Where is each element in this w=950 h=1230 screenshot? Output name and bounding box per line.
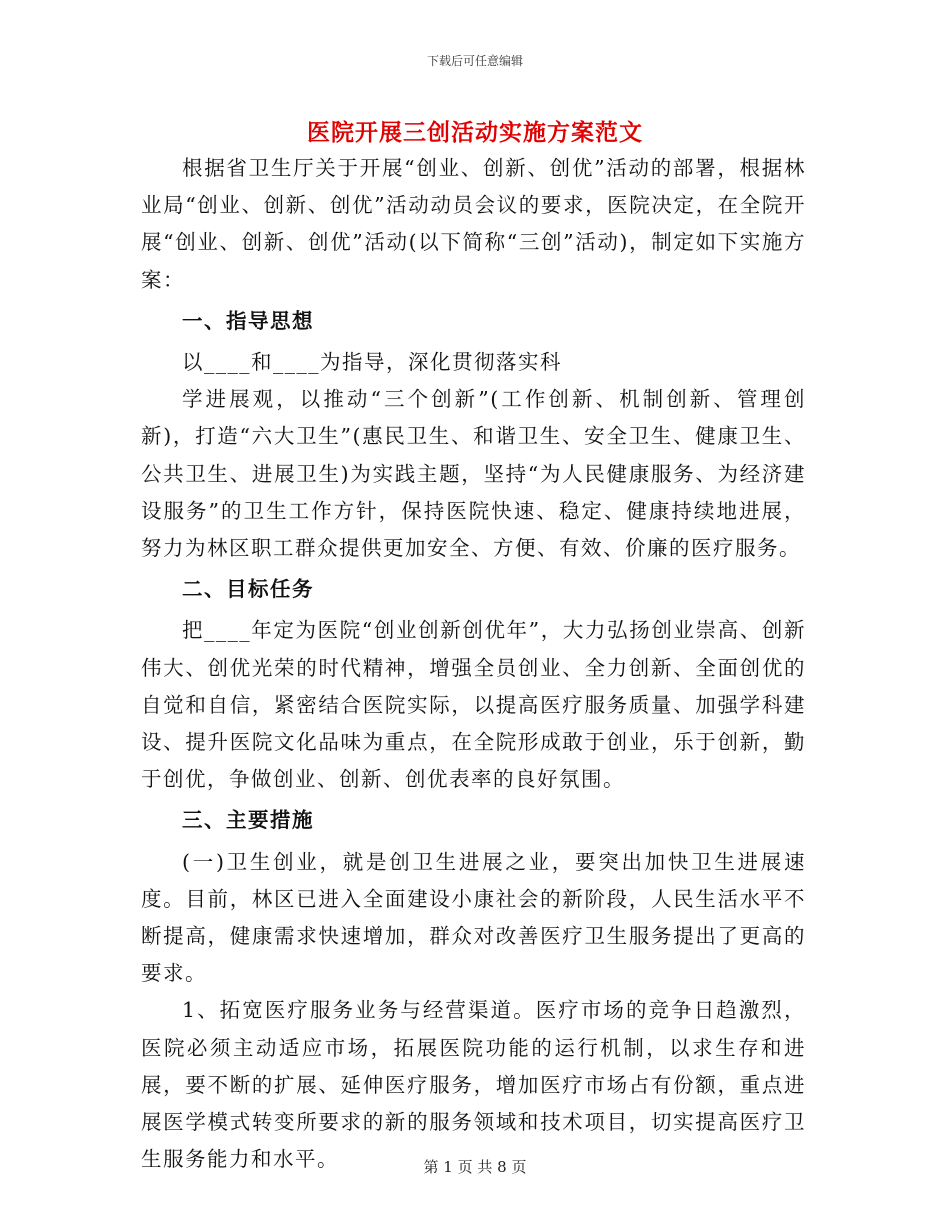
- section-heading-goals: 二、目标任务: [182, 577, 314, 602]
- page-header: 下载后可任意编辑: [426, 54, 523, 68]
- paragraph-goals: 把____年定为医院“创业创新创优年”，大力弘扬创业崇高、创新伟大、创优光荣的时代精神，增强全员创业、全力创新、全面创优的自觉和自信，紧密结合医院实际，以提高医疗服务质量、加强学科建设、提升医院文化品味为重点，在全院形成敢于创业，乐于创新，勤于创优，争做创业、创新、创优表率的良好氛围。: [141, 618, 806, 792]
- document-body: [141, 150, 806, 1178]
- paragraph-guiding-1: 以____和____为指导，深化贯彻落实科: [182, 350, 562, 375]
- section-heading-measures: 三、主要措施: [182, 808, 314, 833]
- section-heading-guiding-ideology: 一、指导思想: [182, 308, 314, 333]
- paragraph-measures-2: 1、拓宽医疗服务业务与经营渠道。医疗市场的竞争日趋激烈，医院必须主动适应市场，拓展医院功能的运行机制，以求生存和进展，要不断的扩展、延伸医疗服务，增加医疗市场占有份额，重点进展医学模式转变所要求的新的服务领域和技术项目，切实提高医疗卫生服务能力和水平。: [141, 998, 806, 1172]
- paragraph-guiding-2: 学进展观，以推动“三个创新”(工作创新、机制创新、管理创新)，打造“六大卫生”(惠民卫生、和谐卫生、安全卫生、健康卫生、公共卫生、进展卫生)为实践主题，坚持“为人民健康服务、为经济建设服务”的卫生工作方针，保持医院快速、稳定、健康持续地进展，努力为林区职工群众提供更加安全、方便、有效、价廉的医疗服务。: [141, 387, 806, 561]
- document-title: 医院开展三创活动实施方案范文: [307, 119, 643, 146]
- paragraph-intro: 根据省卫生厅关于开展“创业、创新、创优”活动的部署，根据林业局“创业、创新、创优”活动动员会议的要求，医院决定，在全院开展“创业、创新、创优”活动(以下简称“三创”活动)，制定如下实施方案：: [141, 156, 806, 292]
- page-footer: 第 1 页 共 8 页: [423, 1158, 527, 1176]
- paragraph-measures-1: (一)卫生创业，就是创卫生进展之业，要突出加快卫生进展速度。目前，林区已进入全面建设小康社会的新阶段，人民生活水平不断提高，健康需求快速增加，群众对改善医疗卫生服务提出了更高的要求。: [141, 849, 806, 986]
